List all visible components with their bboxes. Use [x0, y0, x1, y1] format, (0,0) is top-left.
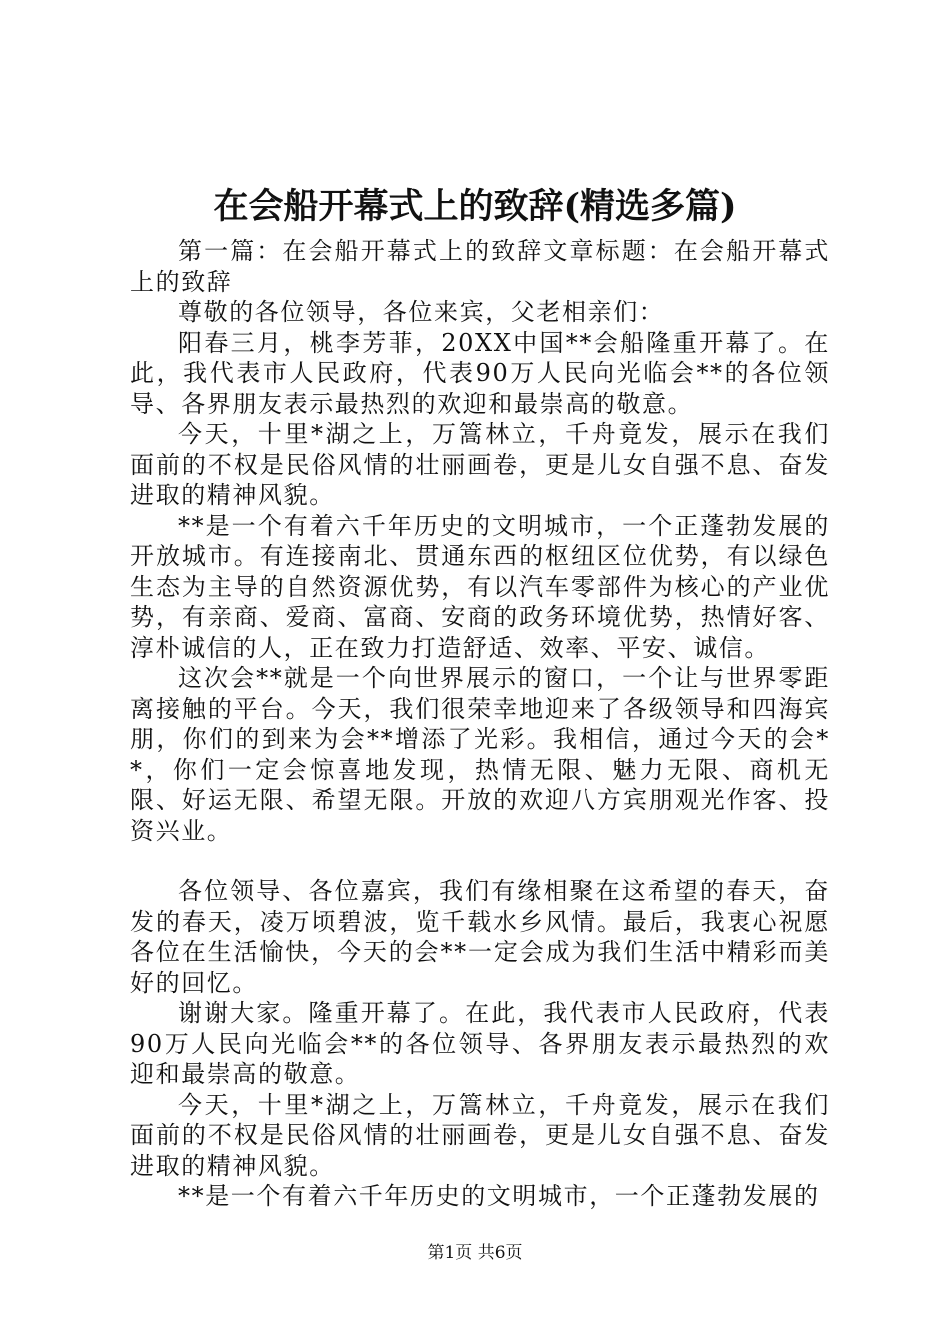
paragraph: 阳春三月，桃李芳菲，20XX中国**会船隆重开幕了。在此，我代表市人民政府，代表90万人民向光临会**的各位领导、各界朋友表示最热烈的欢迎和最崇高的敬意。	[130, 328, 830, 418]
paragraph-salutation: 尊敬的各位领导，各位来宾，父老相亲们：	[178, 298, 665, 326]
document-title: 在会船开幕式上的致辞(精选多篇)	[213, 186, 737, 227]
paragraph: 谢谢大家。隆重开幕了。在此，我代表市人民政府，代表90万人民向光临会**的各位领导、各界朋友表示最热烈的欢迎和最崇高的敬意。	[130, 999, 830, 1088]
paragraph: **是一个有着六千年历史的文明城市，一个正蓬勃发展的开放城市。有连接南北、贯通东西的枢纽区位优势，有以绿色生态为主导的自然资源优势，有以汽车零部件为核心的产业优势，有亲商、爱商、富商、安商的政务环境优势，热情好客、淳朴诚信的人，正在致力打造舒适、效率、平安、诚信。	[130, 511, 830, 662]
paragraph: 今天，十里*湖之上，万篙林立，千舟竟发，展示在我们面前的不权是民俗风情的壮丽画卷，更是儿女自强不息、奋发进取的精神风貌。	[130, 1090, 830, 1180]
paragraph: 今天，十里*湖之上，万篙林立，千舟竟发，展示在我们面前的不权是民俗风情的壮丽画卷，更是儿女自强不息、奋发进取的精神风貌。	[130, 420, 830, 509]
paragraph-heading: 第一篇：在会船开幕式上的致辞文章标题：在会船开幕式上的致辞	[130, 237, 830, 296]
paragraph: 各位领导、各位嘉宾，我们有缘相聚在这希望的春天，奋发的春天，凌万顷碧波，览千载水乡风情。最后，我衷心祝愿各位在生活愉快，今天的会**一定会成为我们生活中精彩而美好的回忆。	[130, 877, 830, 997]
paragraph: **是一个有着六千年历史的文明城市，一个正蓬勃发展的	[178, 1182, 820, 1210]
paragraph-spacer	[130, 846, 830, 876]
document-body	[130, 236, 830, 1212]
page-number-footer: 第1页 共6页	[427, 1243, 523, 1263]
paragraph: 这次会**就是一个向世界展示的窗口，一个让与世界零距离接触的平台。今天，我们很荣幸地迎来了各级领导和四海宾朋，你们的到来为会**增添了光彩。我相信，通过今天的会**，你们一定会惊喜地发现，热情无限、魅力无限、商机无限、好运无限、希望无限。开放的欢迎八方宾朋观光作客、投资兴业。	[130, 664, 830, 845]
